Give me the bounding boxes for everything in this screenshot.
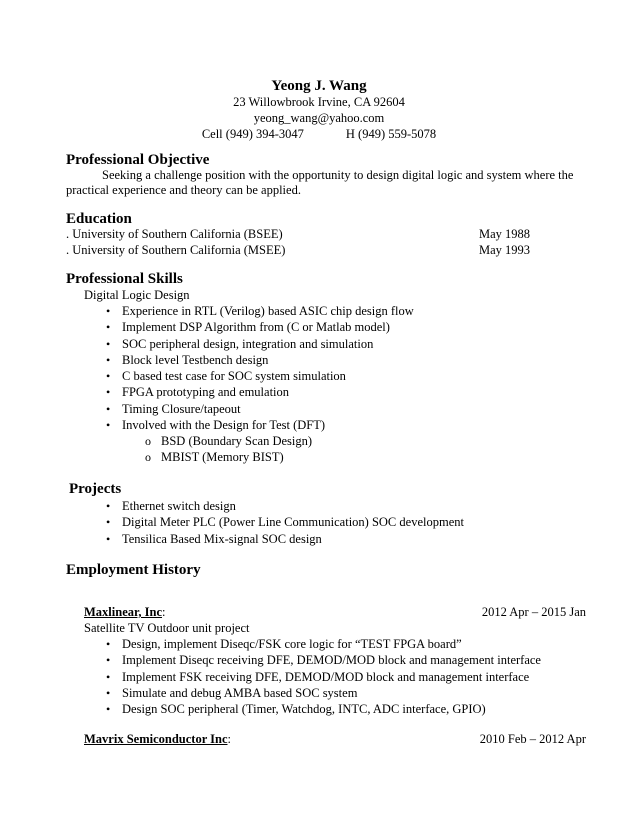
list-item: • Tensilica Based Mix-signal SOC design [106, 531, 322, 546]
circle-bullet-icon: o [145, 434, 151, 448]
job-1-company-line: Maxlinear, Inc: [84, 605, 166, 619]
job-1-project: Satellite TV Outdoor unit project [84, 621, 250, 635]
objective-heading: Professional Objective [66, 152, 210, 168]
list-item: • Block level Testbench design [106, 352, 269, 367]
bullet-icon: • [106, 385, 111, 400]
job-1-dates: 2012 Apr – 2015 Jan [481, 605, 586, 619]
projects-list [106, 498, 464, 547]
list-item: • Simulate and debug AMBA based SOC system [106, 685, 358, 700]
home-phone: H (949) 559-5078 [345, 127, 437, 141]
list-item: • Implement FSK receiving DFE, DEMOD/MOD block and management interface [106, 669, 530, 684]
education-item-2: . University of Southern California (MSEE) [66, 243, 286, 257]
candidate-name: Yeong J. Wang [271, 78, 367, 94]
list-item: • Implement Diseqc receiving DFE, DEMOD/MOD block and management interface [106, 653, 541, 668]
job-2-company: Mavrix Semiconductor Inc [84, 732, 228, 746]
dft-sublist [145, 433, 313, 466]
list-item: • Digital Meter PLC (Power Line Communication) SOC development [106, 515, 464, 530]
list-item: • FPGA prototyping and emulation [106, 385, 290, 400]
list-item: o MBIST (Memory BIST) [145, 450, 284, 465]
objective-text-line-2: practical experience and theory can be applied. [66, 183, 301, 197]
list-item: • Timing Closure/tapeout [106, 401, 241, 416]
bullet-icon: • [106, 653, 111, 668]
bullet-icon: • [106, 352, 111, 367]
list-item: • Design SOC peripheral (Timer, Watchdog, INTC, ADC interface, GPIO) [106, 702, 486, 717]
list-item: • C based test case for SOC system simulation [106, 369, 346, 384]
list-item: • Experience in RTL (Verilog) based ASIC chip design flow [106, 304, 414, 318]
bullet-icon: • [106, 531, 111, 546]
skills-subheading: Digital Logic Design [84, 288, 190, 302]
projects-heading: Projects [69, 481, 122, 497]
bullet-icon: • [106, 369, 111, 384]
objective-text-line-1: Seeking a challenge position with the opportunity to design digital logic and system where the [102, 168, 574, 182]
bullet-icon: • [106, 515, 111, 530]
circle-bullet-icon: o [145, 450, 151, 465]
bullet-icon: • [106, 669, 111, 684]
job-2-dates: 2010 Feb – 2012 Apr [479, 732, 586, 746]
email: yeong_wang@yahoo.com [253, 111, 385, 125]
bullet-icon: • [106, 401, 111, 416]
skills-list [106, 303, 414, 433]
bullet-icon: • [106, 702, 111, 717]
job-1-company: Maxlinear, Inc [84, 605, 163, 619]
list-item: • Involved with the Design for Test (DFT) [106, 418, 326, 433]
bullet-icon: • [106, 637, 111, 651]
list-item: • Ethernet switch design [106, 499, 236, 513]
list-item: o BSD (Boundary Scan Design) [145, 434, 313, 448]
job-2-company-line: Mavrix Semiconductor Inc: [84, 732, 231, 746]
job-1-list [106, 636, 541, 717]
list-item: • SOC peripheral design, integration and simulation [106, 336, 374, 351]
bullet-icon: • [106, 685, 111, 700]
bullet-icon: • [106, 418, 111, 433]
bullet-icon: • [106, 336, 111, 351]
bullet-icon: • [106, 320, 111, 335]
list-item: • Implement DSP Algorithm from (C or Matlab model) [106, 320, 390, 335]
skills-heading: Professional Skills [66, 271, 183, 287]
bullet-icon: • [106, 499, 111, 513]
education-date-2: May 1993 [479, 243, 531, 257]
list-item: • Design, implement Diseqc/FSK core logic for “TEST FPGA board” [106, 637, 462, 651]
education-date-1: May 1988 [479, 227, 531, 241]
cell-phone: Cell (949) 394-3047 [201, 127, 304, 141]
education-item-1: . University of Southern California (BSEE) [66, 227, 283, 241]
bullet-icon: • [106, 304, 111, 318]
address: 23 Willowbrook Irvine, CA 92604 [233, 95, 405, 109]
employment-heading: Employment History [66, 562, 201, 578]
phone-line [0, 126, 638, 142]
education-heading: Education [66, 211, 132, 227]
